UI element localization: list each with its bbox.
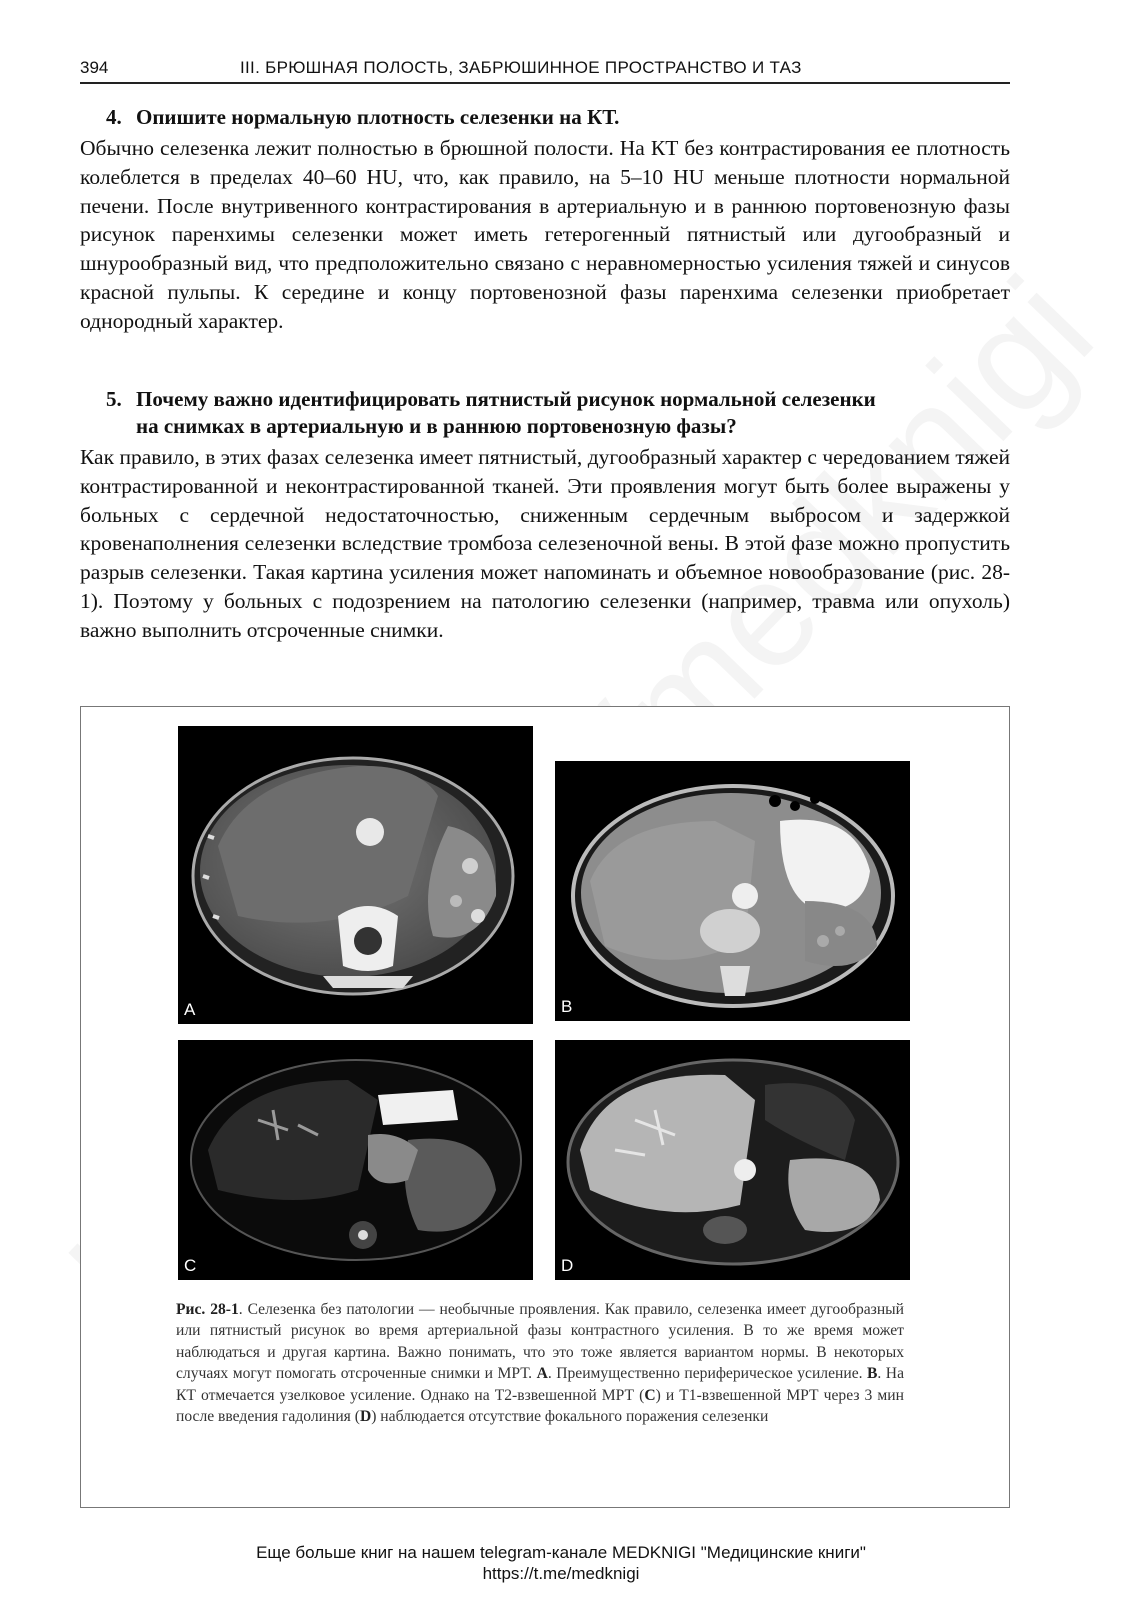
mri-panel-c — [178, 1040, 533, 1280]
panel-c-label: C — [184, 1256, 197, 1275]
question-4-answer: Обычно селезенка лежит полностью в брюшной полости. На КТ без контрастирования ее плотность колеблется в пределах 40–60 HU, что, как правило, на 5–10 HU меньше плотности нормальной печени. После внутривенного контрастирования в артериальную и в раннюю портовенозную фазы рисунок паренхимы селезенки может иметь гетерогенный пятнистый или дугообразный и шнурообразный вид, что предположительно связано с неравномерностью усиления тяжей и синусов красной пульпы. К середине и концу портовенозной фазы паренхима селезенки приобретает однородный характер. — [80, 136, 1010, 333]
question-5-answer: Как правило, в этих фазах селезенка имеет пятнистый, дугообразный характер с чередованием тяжей контрастированной и неконтрастированной тканей. Эти проявления могут быть более выражены у больных с сердечной недостаточностью, сниженным сердечным выбросом и задержкой кровенаполнения селезенки вследствие тромбоза селезеночной вены. В этой фазе можно пропустить разрыв селезенки. Такая картина усиления может напоминать и объемное новообразование (рис. 28-1). Поэтому у больных с подозрением на патологию селезенки (например, травма или опухоль) важно выполнить отсроченные снимки. — [80, 445, 1010, 642]
question-4-number: 4. — [106, 105, 122, 129]
ct-panel-b — [555, 761, 910, 1021]
panel-d-label: D — [561, 1256, 574, 1275]
question-5-heading — [80, 386, 1010, 440]
caption-text-3: . На КТ отмечается узелковое усиление. Однако на Т2-взвешенной МРТ ( — [176, 1365, 904, 1404]
caption-text-1: . Селезенка без патологии — необычные проявления. Как правило, селезенка имеет дугообразный или пятнистый рисунок во время артериальной фазы контрастного усиления. В то же время может наблюдаться и другая картина. Важно понимать, что это тоже является вариантом нормы. В некоторых случаях могут помогать отсроченные снимки и МРТ. — [176, 1301, 904, 1383]
figure-caption — [176, 1299, 904, 1427]
running-header — [80, 56, 1010, 84]
figure-28-1 — [80, 706, 1010, 1508]
question-5-heading-line2: на снимках в артериальную и в раннюю портовенозную фазы? — [136, 414, 737, 438]
question-5-heading-line1: Почему важно идентифицировать пятнистый рисунок нормальной селезенки — [136, 387, 876, 411]
footer-promo-line: Еще больше книг на нашем telegram-канале MEDKNIGI "Медицинские книги" — [256, 1543, 866, 1562]
caption-ref-d: D — [359, 1408, 372, 1426]
caption-ref-c: C — [644, 1386, 656, 1404]
chapter-title: III. БРЮШНАЯ ПОЛОСТЬ, ЗАБРЮШИННОЕ ПРОСТРАНСТВО И ТАЗ — [240, 58, 802, 77]
mri-panel-d — [555, 1040, 910, 1280]
question-5-section — [80, 386, 1010, 645]
caption-text-5: ) наблюдается отсутствие фокального поражения селезенки — [371, 1408, 769, 1426]
question-5-number: 5. — [106, 387, 122, 411]
page-number: 394 — [80, 58, 109, 77]
caption-text-4: ) и Т1-взвешенной МРТ через 3 мин после введения гадолиния ( — [176, 1386, 904, 1426]
footer-link[interactable]: https://t.me/medknigi — [482, 1564, 640, 1583]
caption-label: Рис. 28-1 — [176, 1301, 239, 1318]
caption-text-2: . Преимущественно периферическое усиление. — [547, 1365, 868, 1383]
footer — [0, 1542, 1122, 1584]
panel-b-label: B — [561, 997, 573, 1016]
question-4-heading — [80, 104, 1010, 131]
panel-a-label: A — [184, 1000, 196, 1019]
caption-ref-a: A — [536, 1365, 548, 1383]
ct-panel-a — [178, 726, 533, 1024]
question-4-section — [80, 104, 1010, 336]
question-4-heading-text: Опишите нормальную плотность селезенки на КТ. — [136, 105, 620, 129]
caption-ref-b: B — [867, 1365, 878, 1383]
